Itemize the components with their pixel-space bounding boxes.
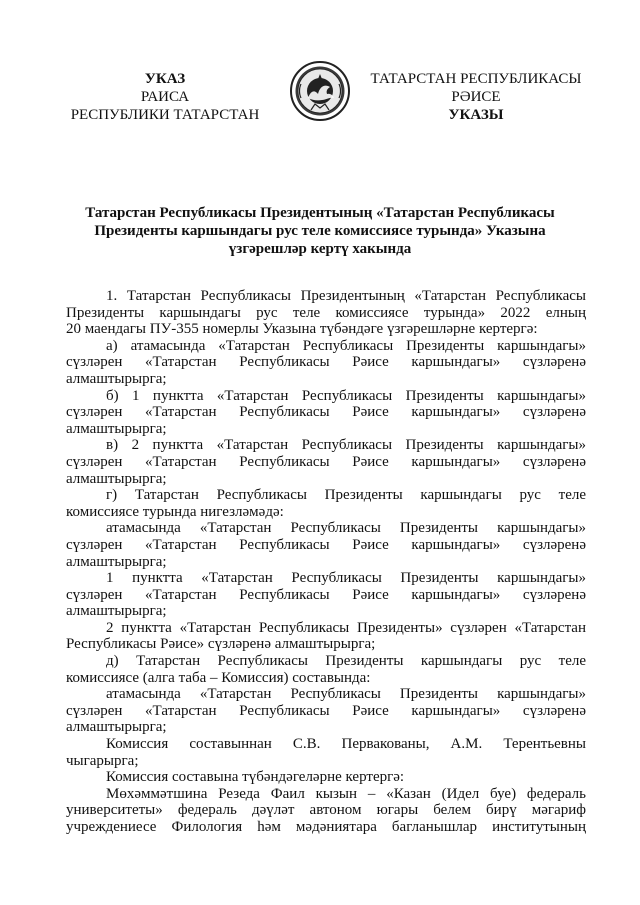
header-left-block xyxy=(60,70,270,124)
body-line: чыгарырга; xyxy=(66,752,139,769)
body-line: Комиссия составына түбәндәгеләрне кертергә: xyxy=(106,769,405,786)
body-line: атамасында «Татарстан Республикасы Президенты каршындагы» xyxy=(106,686,586,703)
header-left-line-3: РЕСПУБЛИКИ ТАТАРСТАН xyxy=(70,107,260,123)
body-line: в) 2 пунктта «Татарстан Республикасы Президенты каршындагы» xyxy=(106,437,586,454)
body-line: а) атамасында «Татарстан Республикасы Президенты каршындагы» xyxy=(106,337,586,354)
title-line: Президенты каршындагы рус теле комиссиясе турында» Указына xyxy=(94,223,546,239)
body-line: учреждениесе Филология һәм мәдәниятара багланышлар институтының xyxy=(66,819,586,835)
body-line: комиссиясе турында нигезләмәдә: xyxy=(66,503,284,520)
body-line: Комиссия составыннан С.В. Первакованы, А.М. Терентьевны xyxy=(106,736,586,753)
document-title xyxy=(70,204,570,258)
body-line: сүзләрен «Татарстан Республикасы Рәисе каршындагы» сүзләренә xyxy=(66,586,586,603)
body-line: сүзләрен «Татарстан Республикасы Рәисе каршындагы» сүзләренә xyxy=(66,453,586,470)
header-right-line-2: РӘИСЕ xyxy=(451,89,501,105)
header-left-line-2: РАИСА xyxy=(140,89,190,105)
body-line: сүзләрен «Татарстан Республикасы Рәисе каршындагы» сүзләренә xyxy=(66,354,586,371)
body-line: комиссиясе (алга таба – Комиссия) составында: xyxy=(66,669,371,686)
body-line: 1 пунктта «Татарстан Республикасы Президенты каршындагы» xyxy=(106,570,586,587)
body-line: алмаштырырга; xyxy=(66,420,167,437)
body-line: 20 маендагы ПУ-355 номерлы Указына түбәндәге үзгәрешләрне кертергә: xyxy=(66,321,538,338)
body-line: алмаштырырга; xyxy=(66,370,167,387)
document-header xyxy=(0,70,640,130)
header-left-line-1: УКАЗ xyxy=(144,71,186,87)
document-body xyxy=(66,288,586,836)
title-line: Татарстан Республикасы Президентының «Татарстан Республикасы xyxy=(85,205,555,221)
body-line: Президенты каршындагы рус теле комиссиясе турында» 2022 елның xyxy=(66,304,586,321)
body-line: 2 пунктта «Татарстан Республикасы Президенты» сүзләрен «Татарстан xyxy=(106,619,586,636)
body-line: алмаштырырга; xyxy=(66,719,167,736)
header-right-line-3: УКАЗЫ xyxy=(448,107,504,123)
body-line: атамасында «Татарстан Республикасы Президенты каршындагы» xyxy=(106,520,586,537)
header-right-block xyxy=(360,70,592,124)
body-line: сүзләрен «Татарстан Республикасы Рәисе каршындагы» сүзләренә xyxy=(66,536,586,553)
body-line: сүзләрен «Татарстан Республикасы Рәисе каршындагы» сүзләренә xyxy=(66,702,586,719)
title-line: үзгәрешләр кертү хакында xyxy=(228,241,412,257)
body-line: сүзләрен «Татарстан Республикасы Рәисе каршындагы» сүзләренә xyxy=(66,404,586,421)
body-line: 1. Татарстан Республикасы Президентының «Татарстан Республикасы xyxy=(106,288,586,304)
body-line: алмаштырырга; xyxy=(66,553,167,570)
body-line: алмаштырырга; xyxy=(66,470,167,487)
coat-of-arms-icon xyxy=(289,60,351,122)
body-line: Мөхәммәтшина Резеда Фаил кызын – «Казан (Идел буе) федераль xyxy=(106,785,586,802)
body-line: д) Татарстан Республикасы Президенты каршындагы рус теле xyxy=(106,653,586,670)
body-line: университеты» федераль дәүләт автоном югары белем бирү мәгариф xyxy=(66,802,586,819)
body-line: алмаштырырга; xyxy=(66,603,167,620)
body-line: Республикасы Рәисе» сүзләренә алмаштырырга; xyxy=(66,636,376,653)
body-line: б) 1 пунктта «Татарстан Республикасы Президенты каршындагы» xyxy=(106,387,586,404)
body-line: г) Татарстан Республикасы Президенты каршындагы рус теле xyxy=(106,487,586,504)
header-right-line-1: ТАТАРСТАН РЕСПУБЛИКАСЫ xyxy=(370,71,582,87)
